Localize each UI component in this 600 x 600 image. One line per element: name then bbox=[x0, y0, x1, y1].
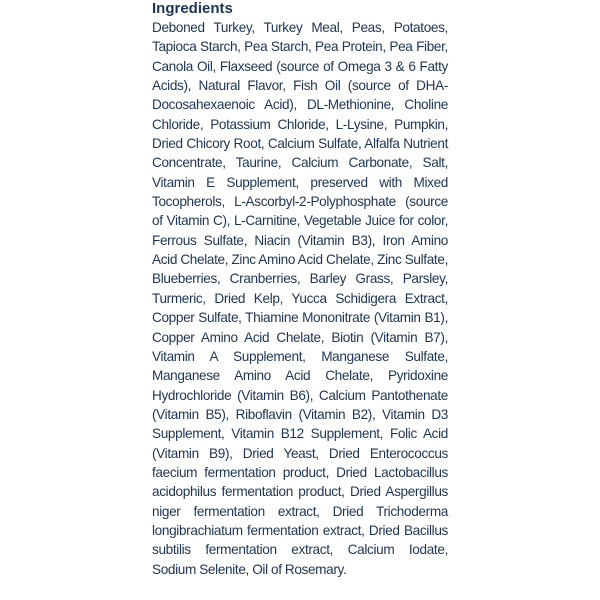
ingredients-heading: Ingredients bbox=[152, 0, 233, 17]
ingredients-list-text: Deboned Turkey, Turkey Meal, Peas, Potatoes, Tapioca Starch, Pea Starch, Pea Protein, Pea Fiber, Canola Oil, Flaxseed (source of Omega 3 & 6 Fatty Acids), Natural Flavor, Fish Oil (source of DHA-Docosahexaenoic Acid), DL-Methionine, Choline Chloride, Potassium Chloride, L-Lysine, Pumpkin, Dried Chicory Root, Calcium Sulfate, Alfalfa Nutrient Concentrate, Taurine, Calcium Carbonate, Salt, Vitamin E Supplement, preserved with Mixed Tocopherols, L-Ascorbyl-2-Polyphosphate (source of Vitamin C), L-Carnitine, Vegetable Juice for color, Ferrous Sulfate, Niacin (Vitamin B3), Iron Amino Acid Chelate, Zinc Amino Acid Chelate, Zinc Sulfate, Blueberries, Cranberries, Barley Grass, Parsley, Turmeric, Dried Kelp, Yucca Schidigera Extract, Copper Sulfate, Thiamine Mononitrate (Vitamin B1), Copper Amino Acid Chelate, Biotin (Vitamin B7), Vitamin A Supplement, Manganese Sulfate, Manganese Amino Acid Chelate, Pyridoxine Hydrochloride (Vitamin B6), Calcium Pantothenate (Vitamin B5), Riboflavin (Vitamin B2), Vitamin D3 Supplement, Vitamin B12 Supplement, Folic Acid (Vitamin B9), Dried Yeast, Dried Enterococcus faecium fermentation product, Dried Lactobacillus acidophilus fermentation product, Dried Aspergillus niger fermentation extract, Dried Trichoderma longibrachiatum fermentation extract, Dried Bacillus subtilis fermentation extract, Calcium Iodate, Sodium Selenite, Oil of Rosemary. bbox=[152, 20, 448, 577]
ingredients-panel bbox=[152, 0, 448, 579]
